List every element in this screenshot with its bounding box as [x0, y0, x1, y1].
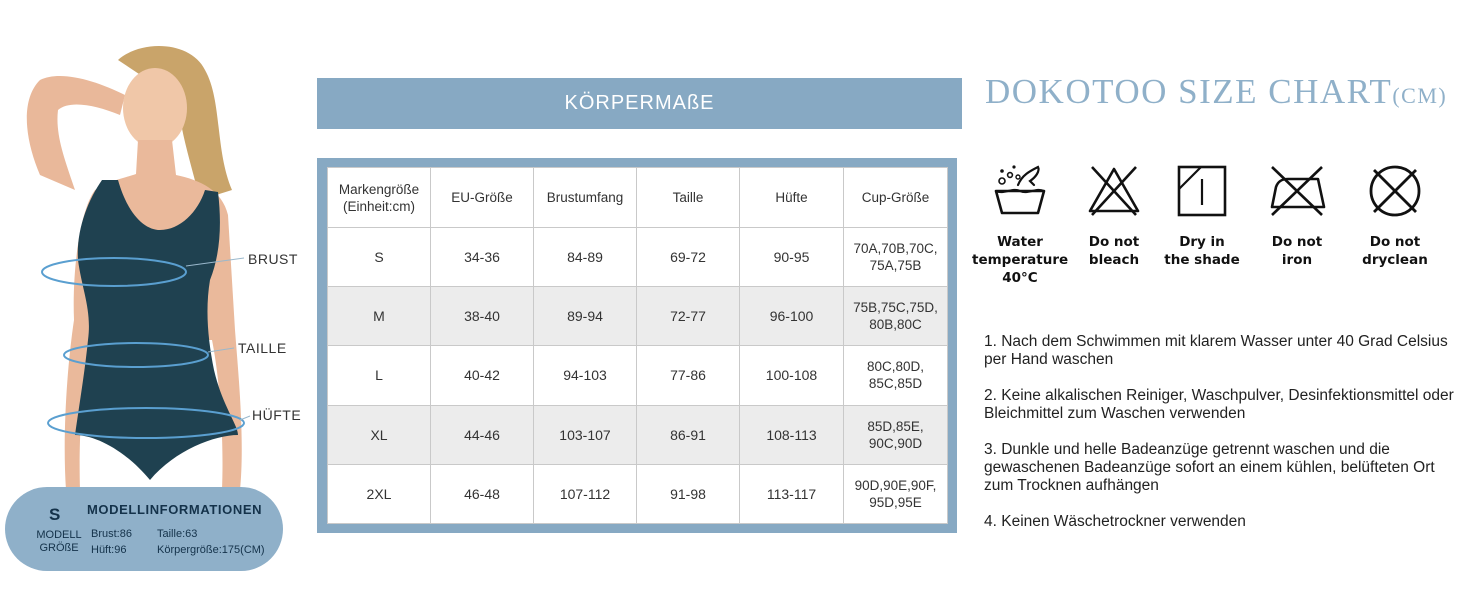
- head-shape: [123, 68, 187, 148]
- care-no-bleach: [1066, 163, 1162, 269]
- care-dry-shade: [1154, 163, 1250, 269]
- table-row: [328, 405, 948, 464]
- table-cell: 94-103: [534, 346, 637, 405]
- table-cell: 80C,80D, 85C,85D: [844, 346, 948, 405]
- size-table: [327, 167, 948, 524]
- table-cell: 75B,75C,75D, 80B,80C: [844, 287, 948, 346]
- table-header-row: [328, 168, 948, 228]
- hip-label: HÜFTE: [252, 407, 302, 423]
- model-size-label: MODELL GRÖßE: [36, 529, 82, 554]
- table-cell: S: [328, 228, 431, 287]
- table-cell: 72-77: [637, 287, 740, 346]
- table-cell: 90-95: [740, 228, 844, 287]
- table-cell: L: [328, 346, 431, 405]
- instruction-item: 2. Keine alkalischen Reiniger, Waschpulver, Desinfektionsmittel oder Bleichmittel zum Waschen verwenden: [984, 387, 1454, 422]
- table-row: [328, 228, 948, 287]
- care-hand-wash: [972, 163, 1068, 287]
- header-cell: Cup-Größe: [844, 168, 948, 228]
- no-iron-icon: [1266, 163, 1328, 219]
- size-table-frame: [317, 158, 957, 533]
- table-cell: 91-98: [637, 464, 740, 523]
- arm-left-shape: [27, 76, 125, 190]
- care-label: Do not bleach: [1088, 234, 1140, 268]
- size-chart-title-text: DOKOTOO SIZE CHART: [985, 72, 1393, 111]
- bust-label: BRUST: [248, 251, 298, 267]
- care-label: Water temperature 40°C: [972, 234, 1069, 286]
- care-label: Do not dryclean: [1362, 234, 1428, 268]
- table-cell: 113-117: [740, 464, 844, 523]
- table-cell: 107-112: [534, 464, 637, 523]
- table-cell: 44-46: [431, 405, 534, 464]
- size-chart-unit: (CM): [1392, 83, 1448, 108]
- model-hip-value: Hüft:96: [91, 544, 127, 556]
- table-row: [328, 346, 948, 405]
- table-cell: 100-108: [740, 346, 844, 405]
- care-instructions: [984, 333, 1454, 549]
- table-cell: 85D,85E, 90C,90D: [844, 405, 948, 464]
- model-figure: [0, 40, 300, 560]
- instruction-item: 3. Dunkle und helle Badeanzüge getrennt waschen und die gewaschenen Badeanzüge sofort an einem kühlen, belüfteten Ort zum Trocknen aufhängen: [984, 441, 1435, 494]
- hand-wash-icon: [990, 163, 1050, 219]
- table-cell: 90D,90E,90F, 95D,95E: [844, 464, 948, 523]
- model-illustration: [0, 40, 300, 500]
- hip-guide-line: [240, 416, 250, 420]
- table-cell: 2XL: [328, 464, 431, 523]
- header-cell: Hüfte: [740, 168, 844, 228]
- header-cell: Brustumfang: [534, 168, 637, 228]
- header-cell: Markengröße (Einheit:cm): [328, 168, 431, 228]
- table-cell: 69-72: [637, 228, 740, 287]
- care-no-dryclean: [1347, 163, 1443, 269]
- model-height-value: Körpergröße:175(CM): [157, 544, 265, 556]
- table-cell: 77-86: [637, 346, 740, 405]
- model-bust-value: Brust:86: [91, 528, 132, 540]
- no-dryclean-icon: [1366, 163, 1424, 219]
- care-label: Do not iron: [1271, 234, 1323, 268]
- table-cell: XL: [328, 405, 431, 464]
- table-cell: 84-89: [534, 228, 637, 287]
- size-table-banner-text: KÖRPERMAßE: [564, 92, 715, 114]
- table-cell: 34-36: [431, 228, 534, 287]
- waist-label: TAILLE: [238, 340, 287, 356]
- table-cell: 89-94: [534, 287, 637, 346]
- table-row: [328, 464, 948, 523]
- model-info-title: MODELLINFORMATIONEN: [87, 502, 263, 517]
- model-info-badge: [5, 487, 283, 571]
- table-cell: M: [328, 287, 431, 346]
- table-cell: 40-42: [431, 346, 534, 405]
- care-label: Dry in the shade: [1164, 234, 1240, 268]
- table-row: [328, 287, 948, 346]
- header-cell: EU-Größe: [431, 168, 534, 228]
- table-cell: 108-113: [740, 405, 844, 464]
- size-chart-title: [985, 72, 1447, 112]
- care-no-iron: [1249, 163, 1345, 269]
- table-cell: 70A,70B,70C, 75A,75B: [844, 228, 948, 287]
- table-cell: 96-100: [740, 287, 844, 346]
- model-waist-value: Taille:63: [157, 528, 198, 540]
- size-table-banner: [317, 78, 962, 129]
- model-size: S: [49, 505, 61, 524]
- no-bleach-icon: [1086, 163, 1142, 219]
- table-cell: 86-91: [637, 405, 740, 464]
- dry-in-shade-icon: [1174, 163, 1230, 219]
- table-cell: 103-107: [534, 405, 637, 464]
- table-cell: 46-48: [431, 464, 534, 523]
- table-cell: 38-40: [431, 287, 534, 346]
- instruction-item: 4. Keinen Wäschetrockner verwenden: [984, 513, 1246, 530]
- instruction-item: 1. Nach dem Schwimmen mit klarem Wasser unter 40 Grad Celsius per Hand waschen: [984, 333, 1448, 368]
- header-cell: Taille: [637, 168, 740, 228]
